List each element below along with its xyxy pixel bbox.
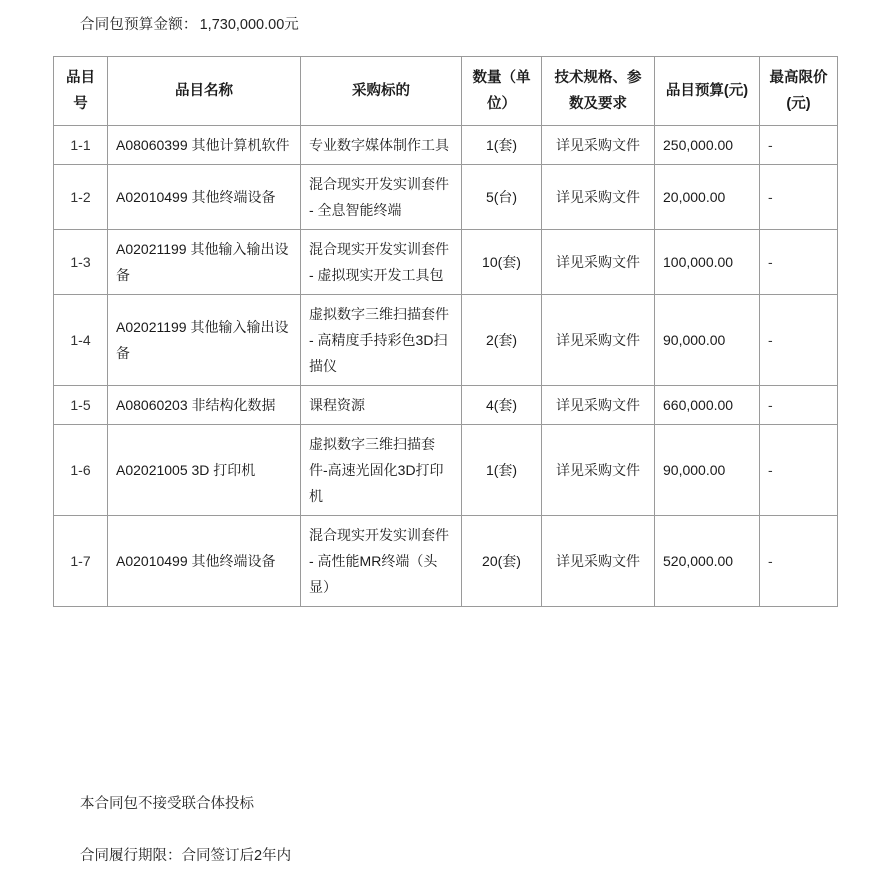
cell-procurement-target: 虚拟数字三维扫描套件-高速光固化3D打印机 bbox=[301, 425, 462, 516]
table-header bbox=[54, 57, 838, 126]
column-header-item-no: 品目号 bbox=[54, 57, 108, 126]
table-row bbox=[54, 295, 838, 386]
cell-item-name: A08060203 非结构化数据 bbox=[108, 386, 301, 425]
cell-quantity-unit: 10(套) bbox=[462, 230, 542, 295]
cell-spec-requirements: 详见采购文件 bbox=[542, 295, 655, 386]
cell-item-no: 1-1 bbox=[54, 126, 108, 165]
note-contract-duration: 合同履行期限：合同签订后2年内 bbox=[80, 848, 292, 864]
cell-price-cap: - bbox=[760, 516, 838, 607]
cell-item-budget: 100,000.00 bbox=[655, 230, 760, 295]
table-header-row bbox=[54, 57, 838, 126]
cell-item-name: A02021199 其他输入输出设备 bbox=[108, 295, 301, 386]
cell-item-budget: 520,000.00 bbox=[655, 516, 760, 607]
cell-item-name: A02010499 其他终端设备 bbox=[108, 165, 301, 230]
cell-item-budget: 250,000.00 bbox=[655, 126, 760, 165]
cell-item-name: A08060399 其他计算机软件 bbox=[108, 126, 301, 165]
cell-price-cap: - bbox=[760, 386, 838, 425]
cell-procurement-target: 混合现实开发实训套件 - 全息智能终端 bbox=[301, 165, 462, 230]
cell-item-no: 1-3 bbox=[54, 230, 108, 295]
cell-price-cap: - bbox=[760, 165, 838, 230]
budget-summary-amount: 1,730,000.00元 bbox=[199, 17, 299, 33]
cell-item-no: 1-4 bbox=[54, 295, 108, 386]
cell-spec-requirements: 详见采购文件 bbox=[542, 165, 655, 230]
cell-quantity-unit: 1(套) bbox=[462, 425, 542, 516]
cell-spec-requirements: 详见采购文件 bbox=[542, 386, 655, 425]
table-row bbox=[54, 126, 838, 165]
procurement-item-table bbox=[53, 56, 838, 607]
item-table-container bbox=[53, 56, 837, 607]
cell-item-name: A02010499 其他终端设备 bbox=[108, 516, 301, 607]
column-header-item-budget: 品目预算(元) bbox=[655, 57, 760, 126]
cell-spec-requirements: 详见采购文件 bbox=[542, 230, 655, 295]
cell-spec-requirements: 详见采购文件 bbox=[542, 516, 655, 607]
cell-item-no: 1-2 bbox=[54, 165, 108, 230]
budget-summary bbox=[80, 14, 299, 36]
column-header-procurement-target: 采购标的 bbox=[301, 57, 462, 126]
cell-quantity-unit: 20(套) bbox=[462, 516, 542, 607]
cell-price-cap: - bbox=[760, 230, 838, 295]
cell-item-no: 1-7 bbox=[54, 516, 108, 607]
cell-procurement-target: 混合现实开发实训套件 - 虚拟现实开发工具包 bbox=[301, 230, 462, 295]
cell-price-cap: - bbox=[760, 126, 838, 165]
table-row bbox=[54, 386, 838, 425]
cell-spec-requirements: 详见采购文件 bbox=[542, 126, 655, 165]
cell-procurement-target: 虚拟数字三维扫描套件 - 高精度手持彩色3D扫描仪 bbox=[301, 295, 462, 386]
column-header-item-name: 品目名称 bbox=[108, 57, 301, 126]
column-header-spec-requirements: 技术规格、参数及要求 bbox=[542, 57, 655, 126]
cell-item-budget: 20,000.00 bbox=[655, 165, 760, 230]
cell-spec-requirements: 详见采购文件 bbox=[542, 425, 655, 516]
budget-summary-label: 合同包预算金额： bbox=[80, 17, 198, 33]
cell-item-budget: 660,000.00 bbox=[655, 386, 760, 425]
table-row bbox=[54, 425, 838, 516]
cell-procurement-target: 课程资源 bbox=[301, 386, 462, 425]
cell-item-budget: 90,000.00 bbox=[655, 295, 760, 386]
cell-quantity-unit: 5(台) bbox=[462, 165, 542, 230]
cell-procurement-target: 混合现实开发实训套件 - 高性能MR终端（头显） bbox=[301, 516, 462, 607]
cell-item-no: 1-6 bbox=[54, 425, 108, 516]
column-header-price-cap: 最高限价(元) bbox=[760, 57, 838, 126]
column-header-quantity-unit: 数量（单位） bbox=[462, 57, 542, 126]
table-row bbox=[54, 230, 838, 295]
cell-price-cap: - bbox=[760, 295, 838, 386]
table-row bbox=[54, 516, 838, 607]
cell-price-cap: - bbox=[760, 425, 838, 516]
table-row bbox=[54, 165, 838, 230]
cell-item-name: A02021199 其他输入输出设备 bbox=[108, 230, 301, 295]
cell-item-name: A02021005 3D 打印机 bbox=[108, 425, 301, 516]
cell-procurement-target: 专业数字媒体制作工具 bbox=[301, 126, 462, 165]
cell-quantity-unit: 4(套) bbox=[462, 386, 542, 425]
table-body bbox=[54, 126, 838, 607]
note-consortium: 本合同包不接受联合体投标 bbox=[80, 796, 254, 812]
cell-quantity-unit: 1(套) bbox=[462, 126, 542, 165]
cell-item-budget: 90,000.00 bbox=[655, 425, 760, 516]
cell-item-no: 1-5 bbox=[54, 386, 108, 425]
cell-quantity-unit: 2(套) bbox=[462, 295, 542, 386]
